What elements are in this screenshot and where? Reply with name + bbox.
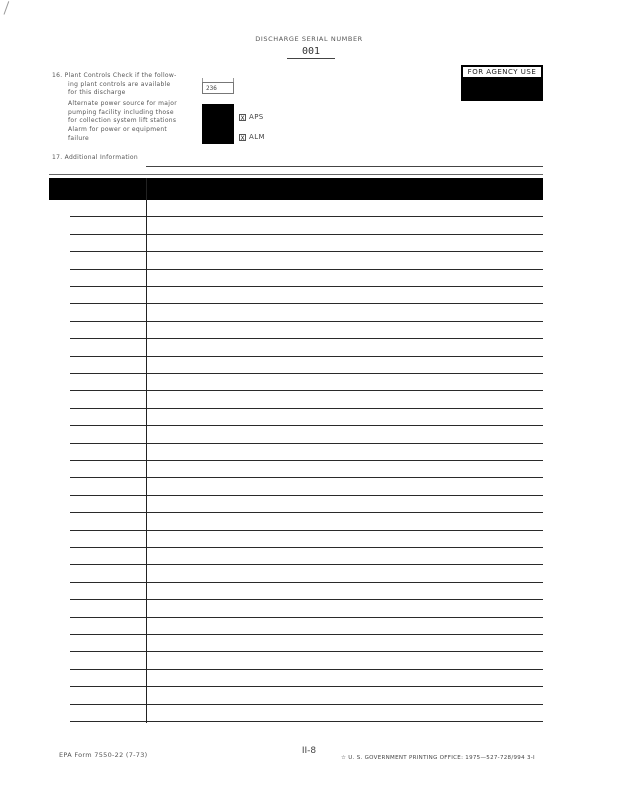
- margin-mark: [4, 1, 10, 14]
- table-row[interactable]: [70, 617, 543, 618]
- table-row[interactable]: [70, 495, 543, 496]
- table-row[interactable]: [70, 269, 543, 270]
- table-row[interactable]: [70, 303, 543, 304]
- item16-line2: ing plant controls are available: [68, 80, 171, 88]
- agency-use-label: FOR AGENCY USE: [462, 66, 542, 78]
- alt-power-line3: for collection system lift stations: [68, 117, 177, 124]
- table-row[interactable]: [70, 669, 543, 670]
- alt-power-line2: pumping facility including those: [68, 108, 174, 116]
- alternate-power-text: [68, 100, 177, 126]
- aps-checkbox[interactable]: X: [240, 115, 245, 122]
- printer-imprint: ☆ U. S. GOVERNMENT PRINTING OFFICE: 1975—527-728/994 3-I: [341, 755, 535, 761]
- discharge-serial-number-heading: DISCHARGE SERIAL NUMBER: [255, 35, 363, 43]
- item17-rule-2: [49, 174, 543, 175]
- table-row[interactable]: [70, 338, 543, 339]
- table-row[interactable]: [70, 599, 543, 600]
- alm-checkbox[interactable]: X: [240, 135, 245, 142]
- table-row[interactable]: [70, 582, 543, 583]
- table-row[interactable]: [70, 234, 543, 235]
- alt-power-line1: Alternate power source for major: [68, 100, 177, 107]
- table-row[interactable]: [70, 251, 543, 252]
- table-row[interactable]: [70, 704, 543, 705]
- table-row[interactable]: [70, 686, 543, 687]
- item17-rule: [146, 166, 543, 167]
- table-row[interactable]: [70, 530, 543, 531]
- table-row[interactable]: [70, 634, 543, 635]
- alarm-line1: Alarm for power or equipment: [68, 126, 168, 133]
- page-number: II-8: [301, 746, 317, 756]
- table-row[interactable]: [70, 216, 543, 217]
- table-row[interactable]: [70, 373, 543, 374]
- item17-heading: 17. Additional Information: [52, 154, 139, 161]
- table-row[interactable]: [70, 512, 543, 513]
- plant-controls-redaction: [202, 104, 234, 144]
- alm-label: ALM: [249, 133, 265, 141]
- table-row[interactable]: [70, 356, 543, 357]
- table-row[interactable]: [70, 425, 543, 426]
- table-row[interactable]: [70, 321, 543, 322]
- item16-heading: [52, 72, 177, 98]
- table-row[interactable]: [70, 390, 543, 391]
- table-row[interactable]: [70, 443, 543, 444]
- table-row[interactable]: [70, 408, 543, 409]
- table-row[interactable]: [70, 564, 543, 565]
- alarm-line2: failure: [68, 134, 90, 142]
- form-number: EPA Form 7550-22 (7-73): [59, 751, 148, 759]
- alarm-text: [68, 126, 167, 143]
- table-row[interactable]: [70, 547, 543, 548]
- table-row[interactable]: [70, 286, 543, 287]
- table-row[interactable]: [70, 477, 543, 478]
- table-row[interactable]: [70, 651, 543, 652]
- item16-line3: for this discharge: [68, 89, 126, 96]
- aps-label: APS: [249, 113, 264, 121]
- item16-line1: 16. Plant Controls Check if the follow-: [52, 72, 177, 79]
- table-row[interactable]: [70, 721, 543, 722]
- item16-code: 236: [202, 82, 234, 94]
- discharge-serial-number-value[interactable]: 001: [287, 46, 335, 59]
- table-divider: [146, 178, 147, 723]
- table-row[interactable]: [70, 460, 543, 461]
- additional-info-redaction: [49, 178, 543, 200]
- additional-info-table: [70, 200, 543, 722]
